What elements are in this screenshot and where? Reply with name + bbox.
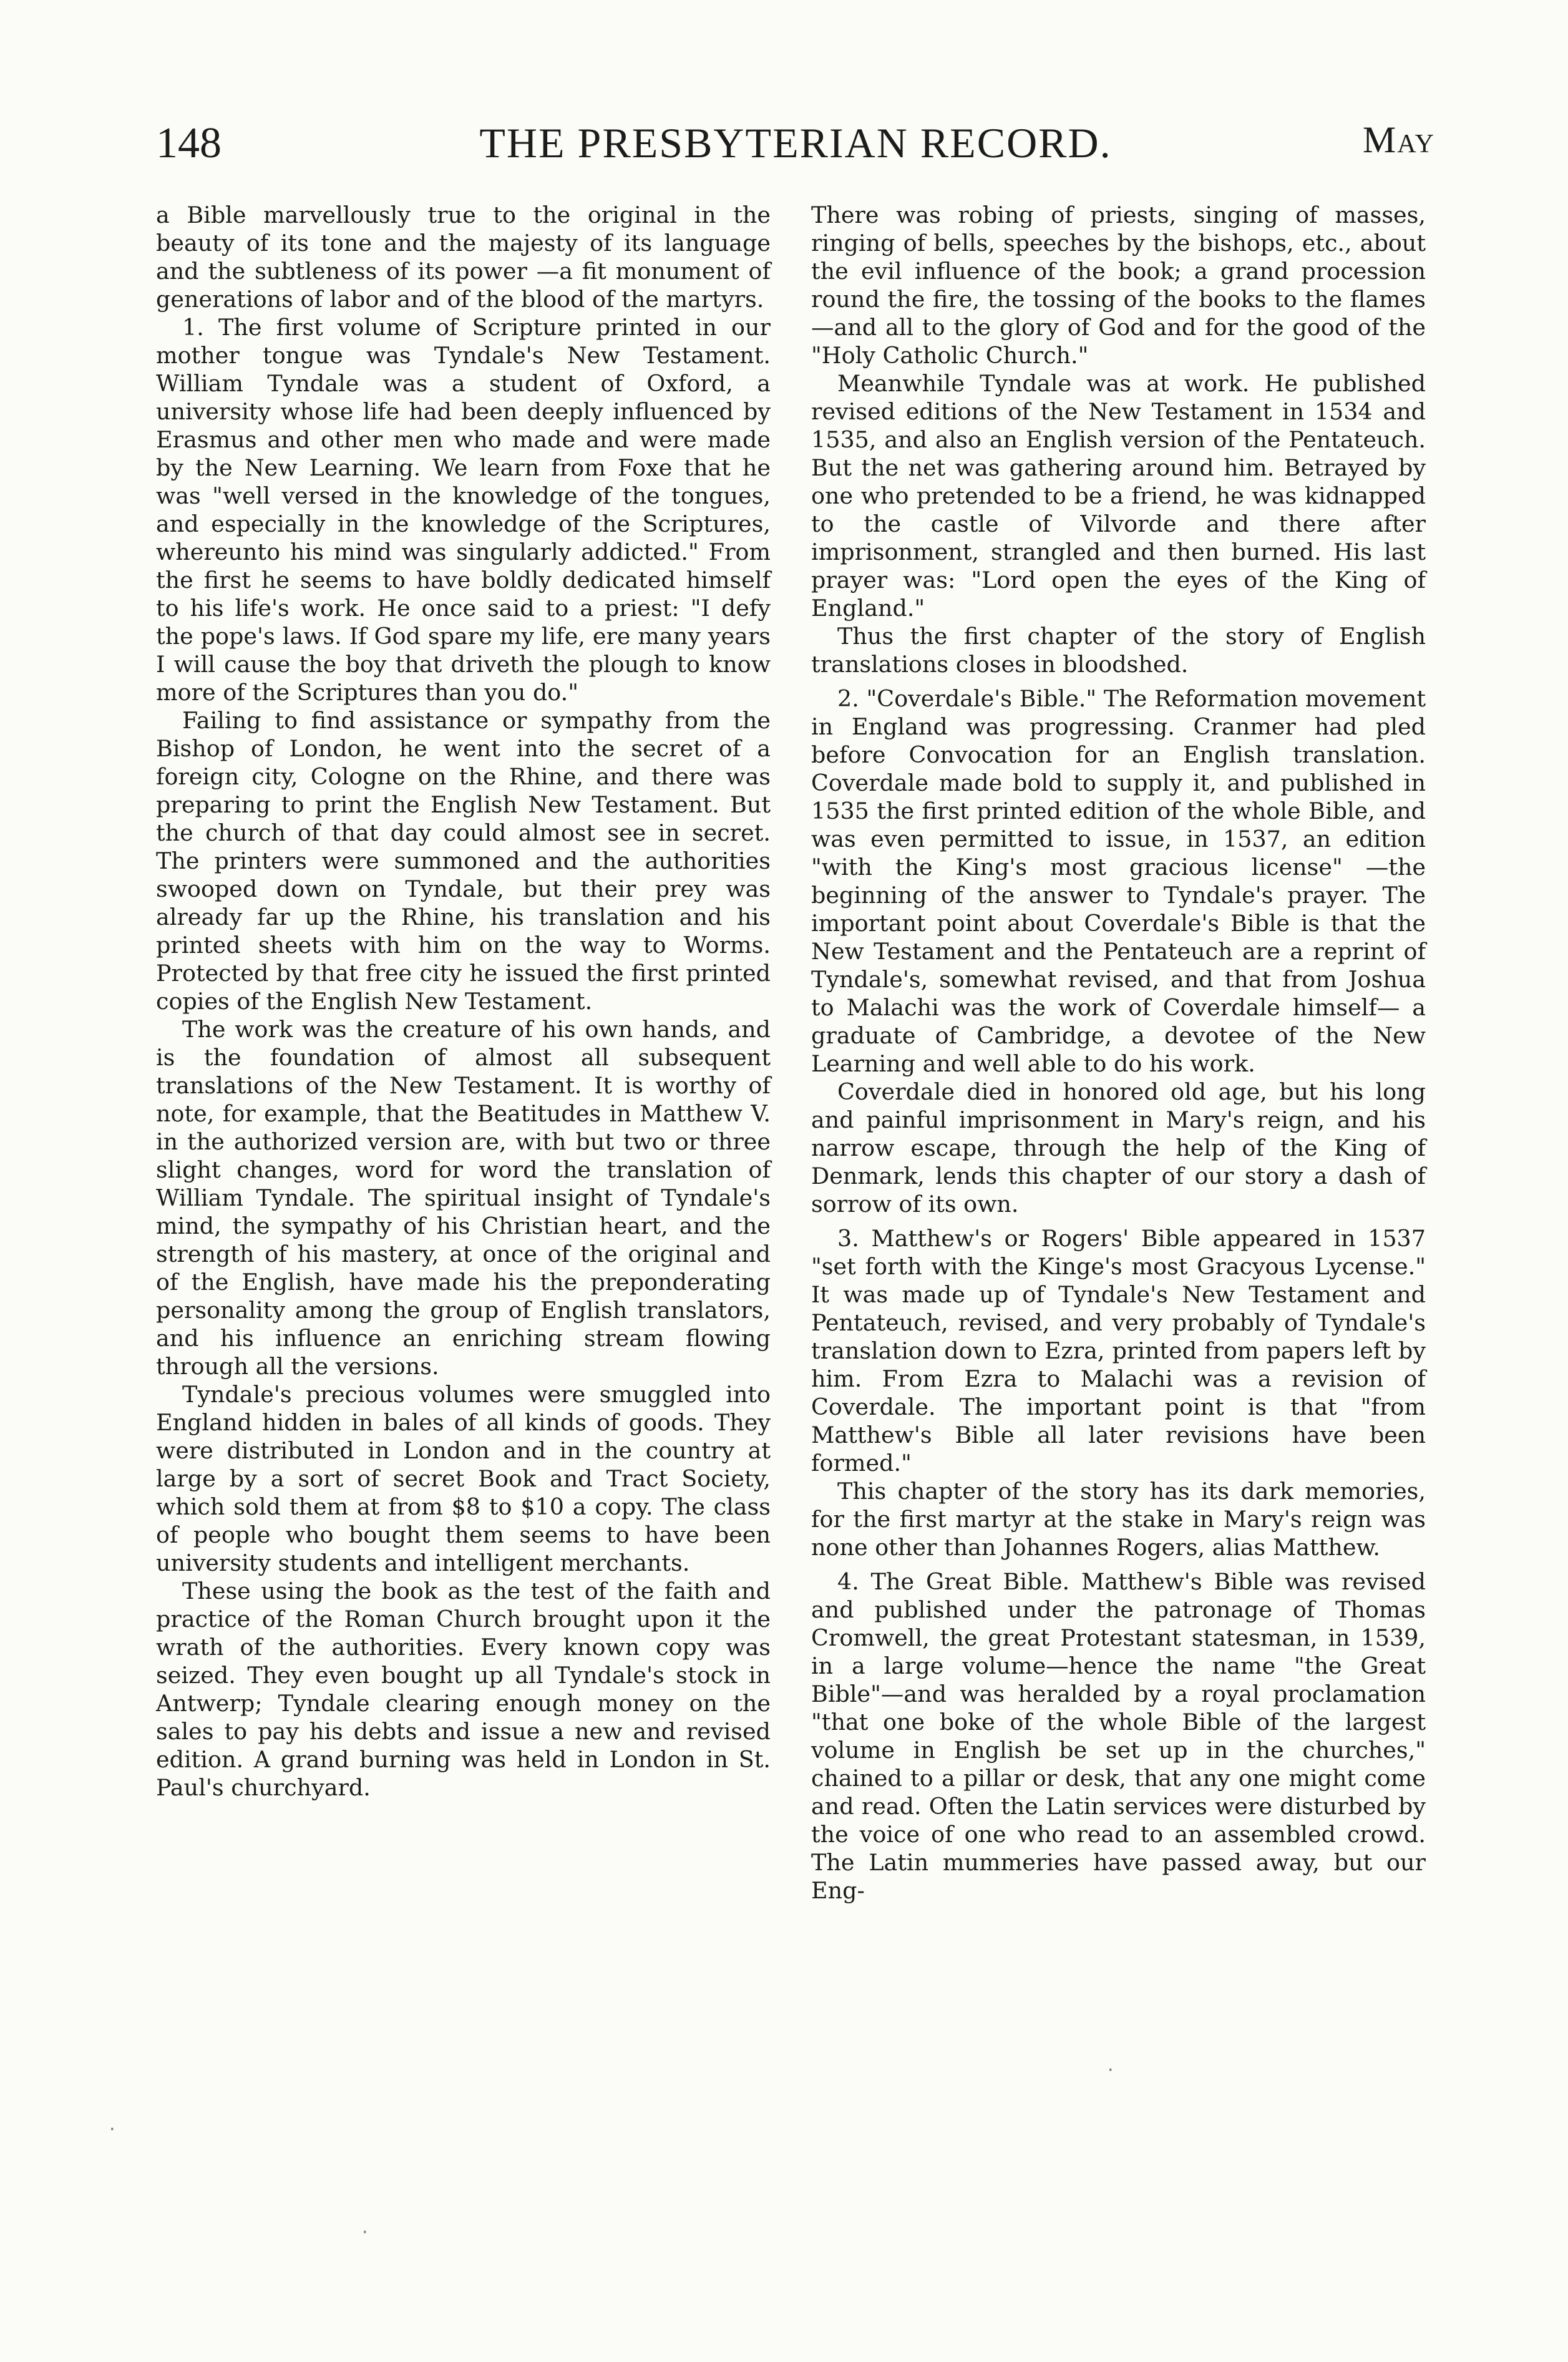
issue-month: May bbox=[1362, 119, 1435, 160]
print-speck: · bbox=[109, 2119, 115, 2140]
paragraph: The work was the creature of his own hands, and is the foundation of almost all subsequent translations of the New Testament. It is worthy of note, for example, that the Beatitudes in Matthew V. in the authorized version are, with but two or three slight changes, word for word the translation of William Tyndale. The spiritual insight of Tyndale's mind, the sympathy of his Christian heart, and the strength of his mastery, at once of the original and of the English, have made his the preponderating personality among the group of English translators, and his influence an enriching stream flowing through all the versions. bbox=[156, 1016, 771, 1380]
page-number: 148 bbox=[156, 119, 222, 167]
paragraph: a Bible marvellously true to the original in the beauty of its tone and the majesty of its language and the subtleness of its power —a fit monument of generations of labor and of the blood of the martyrs. bbox=[156, 202, 771, 313]
paragraph: Tyndale's precious volumes were smuggled into England hidden in bales of all kinds of goods. They were distributed in London and in the country at large by a sort of secret Book and Tract Society, which sold them at from $8 to $10 a copy. The class of people who bought them seems to have been university students and intelligent merchants. bbox=[156, 1381, 771, 1576]
print-speck: · bbox=[1108, 2059, 1114, 2081]
paragraph: Thus the first chapter of the story of English translations closes in bloodshed. bbox=[811, 623, 1426, 678]
paragraph: 2. "Coverdale's Bible." The Reformation movement in England was progressing. Cranmer had pled before Convocation for an English translation. Coverdale made bold to supply it, and published in 1535 the first printed edition of the whole Bible, and was even permitted to issue, in 1537, an edition "with the King's most gracious license" —the beginning of the answer to Tyndale's prayer. The important point about Coverdale's Bible is that the New Testament and the Pentateuch are a reprint of Tyndale's, somewhat revised, and that from Joshua to Malachi was the work of Coverdale himself— a graduate of Cambridge, a devotee of the New Learning and well able to do his work. bbox=[811, 685, 1426, 1077]
paragraph: Meanwhile Tyndale was at work. He published revised editions of the New Testament in 1534 and 1535, and also an English version of the Pentateuch. But the net was gathering around him. Betrayed by one who pretended to be a friend, he was kidnapped to the castle of Vilvorde and there after imprisonment, strangled and then burned. His last prayer was: "Lord open the eyes of the King of England." bbox=[811, 370, 1426, 622]
paragraph: These using the book as the test of the faith and practice of the Roman Church brought upon it the wrath of the authorities. Every known copy was seized. They even bought up all Tyndale's stock in Antwerp; Tyndale clearing enough money on the sales to pay his debts and issue a new and revised edition. A grand burning was held in London in St. Paul's churchyard. bbox=[156, 1578, 771, 1801]
print-speck: · bbox=[362, 2222, 368, 2243]
paragraph: 4. The Great Bible. Matthew's Bible was revised and published under the patronage of Thomas Cromwell, the great Protestant statesman, in 1539, in a large volume—hence the name "the Great Bible"—and was heralded by a royal proclamation "that one boke of the whole Bible of the largest volume in English be set up in the churches," chained to a pillar or desk, that any one might come and read. Often the Latin services were disturbed by the voice of one who read to an assembled crowd. The Latin mummeries have passed away, but our Eng- bbox=[811, 1568, 1426, 1904]
paragraph: 3. Matthew's or Rogers' Bible appeared in 1537 "set forth with the Kinge's most Gracyous Lycense." It was made up of Tyndale's New Testament and Pentateuch, revised, and very probably of Tyndale's translation down to Ezra, printed from papers left by him. From Ezra to Malachi was a revision of Coverdale. The important point is that "from Matthew's Bible all later revisions have been formed." bbox=[811, 1225, 1426, 1476]
page-title: THE PRESBYTERIAN RECORD. bbox=[479, 119, 1112, 167]
right-column bbox=[811, 201, 1426, 1905]
paragraph: Failing to find assistance or sympathy from the Bishop of London, he went into the secret of a foreign city, Cologne on the Rhine, and there was preparing to print the English New Testament. But the church of that day could almost see in secret. The printers were summoned and the authorities swooped down on Tyndale, but their prey was already far up the Rhine, his translation and his printed sheets with him on the way to Worms. Protected by that free city he issued the first printed copies of the English New Testament. bbox=[156, 707, 771, 1015]
paragraph: There was robing of priests, singing of masses, ringing of bells, speeches by the bishops, etc., about the evil influence of the book; a grand procession round the fire, the tossing of the books to the flames—and all to the glory of God and for the good of the "Holy Catholic Church." bbox=[811, 202, 1426, 369]
running-header bbox=[156, 119, 1435, 187]
paragraph: Coverdale died in honored old age, but his long and painful imprisonment in Mary's reign, and his narrow escape, through the help of the King of Denmark, lends this chapter of our story a dash of sorrow of its own. bbox=[811, 1078, 1426, 1218]
left-column bbox=[156, 201, 771, 1802]
paragraph: 1. The first volume of Scripture printed in our mother tongue was Tyndale's New Testament. William Tyndale was a student of Oxford, a university whose life had been deeply influenced by Erasmus and other men who made and were made by the New Learning. We learn from Foxe that he was "well versed in the knowledge of the tongues, and especially in the knowledge of the Scriptures, whereunto his mind was singularly addicted." From the first he seems to have boldly dedicated himself to his life's work. He once said to a priest: "I defy the pope's laws. If God spare my life, ere many years I will cause the boy that driveth the plough to know more of the Scriptures than you do." bbox=[156, 314, 771, 706]
paragraph: This chapter of the story has its dark memories, for the first martyr at the stake in Mary's reign was none other than Johannes Rogers, alias Matthew. bbox=[811, 1478, 1426, 1561]
